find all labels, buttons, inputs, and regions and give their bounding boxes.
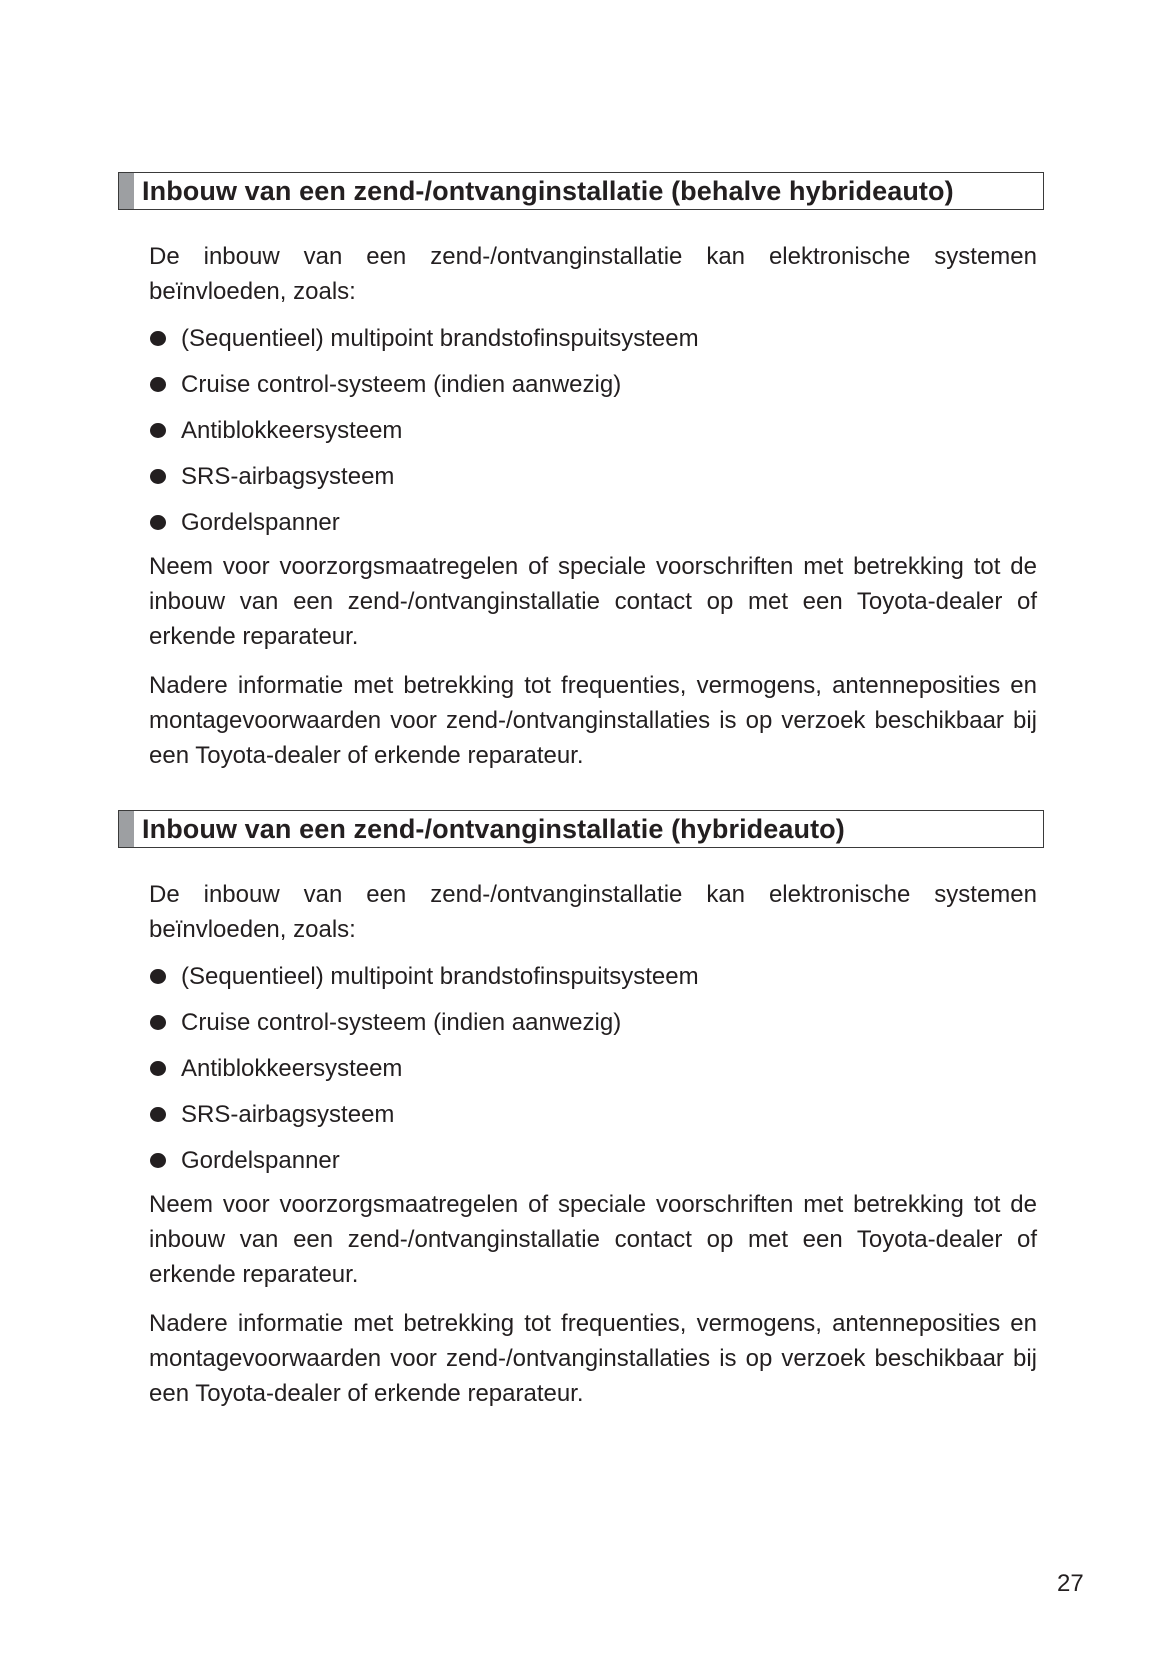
bullet-icon [150,1061,166,1076]
bullet-icon [150,377,166,392]
affected-systems-list [149,959,1037,1187]
section-header-hybrid [118,810,1044,848]
bullet-icon [150,1107,166,1122]
list-item-text: SRS-airbagsysteem [181,1101,395,1128]
list-item-text: Cruise control-systeem (indien aanwezig) [181,1009,622,1036]
list-item-text: Antiblokkeersysteem [181,417,403,444]
section-header-non-hybrid [118,172,1044,210]
dealer-contact-paragraph: Neem voor voorzorgsmaatregelen of speciale voorschriften met betrekking tot de inbouw van een zend-/ontvanginstallatie contact op met een Toyota-dealer of erkende reparateur. [149,553,1037,650]
list-item-text: Gordelspanner [181,509,340,536]
list-item [149,1005,1037,1051]
further-info-paragraph: Nadere informatie met betrekking tot frequenties, vermogens, antenneposities en montagevoorwaarden voor zend-/ontvanginstallaties is op verzoek beschikbaar bij een Toyota-dealer of erkende reparateur. [149,672,1037,769]
affected-systems-list [149,321,1037,549]
list-item-text: Gordelspanner [181,1147,340,1174]
bullet-icon [150,969,166,984]
further-info-paragraph: Nadere informatie met betrekking tot frequenties, vermogens, antenneposities en montagevoorwaarden voor zend-/ontvanginstallaties is op verzoek beschikbaar bij een Toyota-dealer of erkende reparateur. [149,1310,1037,1407]
list-item [149,367,1037,413]
intro-paragraph: De inbouw van een zend-/ontvanginstallatie kan elektronische systemen beïnvloeden, zoals: [149,881,1037,943]
list-item [149,413,1037,459]
section-title: Inbouw van een zend-/ontvanginstallatie (behalve hybrideauto) [142,175,954,206]
page-number: 27 [1057,1570,1084,1597]
list-item [149,1097,1037,1143]
list-item-text: (Sequentieel) multipoint brandstofinspuitsysteem [181,963,699,990]
list-item [149,1051,1037,1097]
list-item [149,505,1037,549]
list-item [149,459,1037,505]
header-accent-bar [119,811,134,847]
list-item-text: Cruise control-systeem (indien aanwezig) [181,371,622,398]
bullet-icon [150,331,166,346]
bullet-icon [150,1015,166,1030]
dealer-contact-paragraph: Neem voor voorzorgsmaatregelen of speciale voorschriften met betrekking tot de inbouw van een zend-/ontvanginstallatie contact op met een Toyota-dealer of erkende reparateur. [149,1191,1037,1288]
header-accent-bar [119,173,134,209]
section-body-hybrid [149,877,1037,1425]
list-item-text: SRS-airbagsysteem [181,463,395,490]
list-item-text: Antiblokkeersysteem [181,1055,403,1082]
list-item [149,1143,1037,1187]
list-item-text: (Sequentieel) multipoint brandstofinspuitsysteem [181,325,699,352]
bullet-icon [150,1153,166,1168]
section-title: Inbouw van een zend-/ontvanginstallatie (hybrideauto) [142,813,845,844]
list-item [149,321,1037,367]
section-body-non-hybrid [149,239,1037,787]
list-item [149,959,1037,1005]
intro-paragraph: De inbouw van een zend-/ontvanginstallatie kan elektronische systemen beïnvloeden, zoals: [149,243,1037,305]
bullet-icon [150,423,166,438]
bullet-icon [150,469,166,484]
bullet-icon [150,515,166,530]
